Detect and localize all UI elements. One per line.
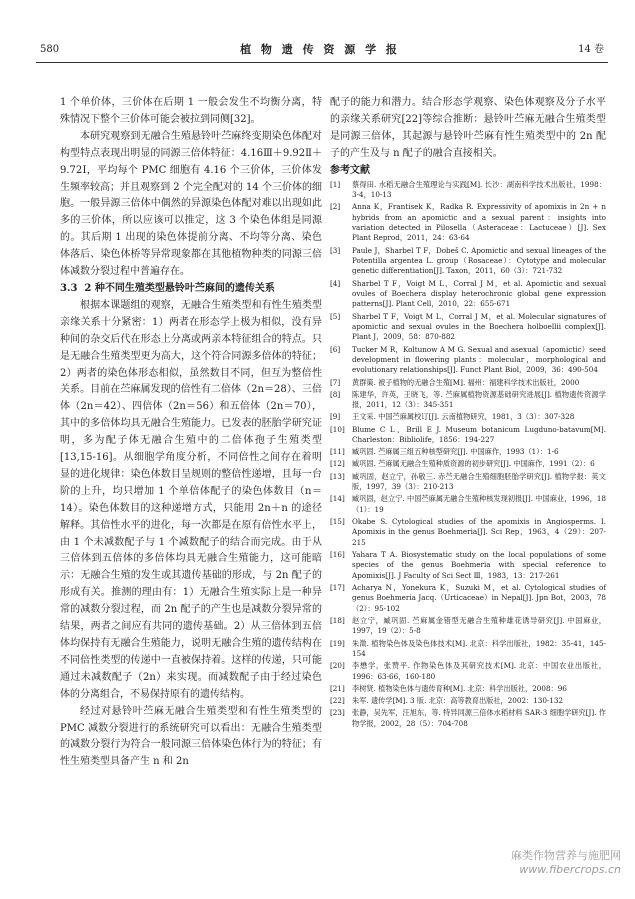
reference-text: Tucker M R，Koltunow A M G. Sexual and asexual（apomictic）seed development in flowering plants：molecular，morphological and evolutionary relationships[J]. Funct Plant Biol，2009，36：490-504 [352, 344, 606, 375]
reference-item [330, 616, 606, 637]
reference-number: [18] [330, 615, 345, 625]
reference-text: Sharbel T F，Voigt M L，Corral J M，et al. Apomictic and sexual ovules of Boechera display heterochronic global gene expression patterns[J]. Plant Cell，2010，22：655-671 [352, 278, 606, 309]
reference-item [330, 202, 606, 244]
left-column [60, 95, 322, 771]
reference-item [330, 472, 606, 493]
reference-text: 臧巩固. 苎麻属无融合生殖种质资源的初步研究[J]. 中国麻作，1991（2）：6 [352, 459, 595, 469]
reference-number: [19] [330, 638, 345, 648]
paragraph-2: 本研究观察到无融合生殖悬铃叶苎麻终变期染色体配对构型特点表现出明显的同源三倍体特征：4.16Ⅲ＋9.92Ⅱ＋9.72Ⅰ，平均每个 PMC 细胞有 4.16 个三价体，三价体发生频率较高；并且观察到 2 个完全配对的 14 个三价体的细胞。一般异源三倍体中偶然的异源染色体配对难以出现如此多的三价体，所以应该可以推定，这 3 个染色体组是同源的。其后期 1 出现的染色体提前分离、不均等分离、染色体落后、染色体桥等异常现象都在其他植物种类的同源三倍体减数分裂过程中普遍存在。 [60, 130, 322, 278]
reference-number: [11] [330, 447, 345, 457]
reference-item [330, 425, 606, 446]
reference-item [330, 312, 606, 343]
reference-text: Yahara T A. Biosystematic study on the local populations of some species of the genus Boehmeria with special reference to Apomixis[J]. J Faculty of Sci Sect Ⅲ，1983，13：217-261 [352, 549, 606, 580]
reference-text: 臧巩固，赵立宁，孙敬三. 赤苎无融合生殖细胞胚胎学研究[J]. 植物学报：英文版，1997，39（3）：210-213 [352, 471, 606, 492]
reference-text: 臧巩固. 苎麻属三组五种核型研究[J]. 中国麻作，1993（1）：1-6 [352, 447, 559, 457]
reference-number: [10] [330, 424, 345, 434]
header-divider [36, 62, 608, 63]
reference-number: [4] [330, 278, 341, 288]
reference-number: [17] [330, 582, 345, 592]
paragraph-3: 根据本课题组的观察，无融合生殖类型和有性生殖类型亲缘关系十分紧密：1）两者在形态学上极为相似，没有异种间的杂交后代在形态上分离或两亲本特征组合的特点。只是无融合生殖类型更为高大，这个符合同源多倍体的特征；2）两者的染色体形态相似，虽然数目不同，但互为整倍性关系。目前在苎麻属发现的倍性有二倍体（2n＝28）、三倍体（2n＝42）、四倍体（2n＝56）和五倍体（2n＝70），其中的多倍体均具无融合生殖能力。已发表的胚胎学研究证明，多为配子体无融合生殖中的二倍体孢子生殖类型[13,15-16]。从细胞学角度分析，不同倍性之间存在着明显的进化规律：染色体数目呈规则的整倍性递增，且每一台阶的上升，均只增加 1 个单倍体配子的染色体数目（n＝14）。染色体数目的这种递增方式，只能用 2n＋n 的途径解释。其倍性水平的进化，每一次都是在原有倍性水平上，由 1 个未减数配子与 1 个减数配子的结合而完成。由于从三倍体到五倍体的多倍体均具无融合生殖能力，这可能暗示：无融合生殖的发生或其遗传基础的形成，与 2n 配子的形成有关。推测的理由有：1）无融合生殖实际上是一种异常的减数分裂过程，而 2n 配子的产生也是减数分裂异常的结果，两者之间应有共同的遗传基础。2）从三倍体到五倍体均保持有无融合生殖能力，说明无融合生殖的遗传结构在不同倍性类型的传递中一直被保持着。这样的传递，只可能通过未减数配子（2n）来实现。而减数配子由于经过染色体的分离组合，不易保持原有的遗传结构。 [60, 299, 322, 700]
reference-item [330, 180, 606, 201]
reference-text: 朱澂. 植物染色体及染色体技术[M]. 北京：科学出版社，1982：35-41，145-154 [352, 638, 606, 658]
volume-label: 14 卷 [578, 44, 604, 55]
reference-text: 张静，吴先军，汪旭东，等. 特异同源三倍体水稻材料 SAR-3 细胞学研究[J]. 作物学报，2002，28（5）：704-708 [352, 708, 606, 728]
reference-item [330, 412, 606, 422]
watermark-url: www.fibercrops.cn [519, 863, 621, 876]
reference-number: [20] [330, 661, 345, 671]
reference-item [330, 550, 606, 581]
reference-text: 黄群策. 被子植物的无融合生殖[M]. 福州：福建科学技术出版社，2000 [352, 377, 580, 387]
reference-number: [21] [330, 683, 345, 693]
watermark-site-name: 麻类作物营养与施肥网 [511, 849, 621, 862]
reference-text: 臧巩固，赵立宁. 中国苎麻属无融合生殖种核发现初报[J]. 中国麻业，1996，18（1）：19 [352, 494, 606, 514]
reference-item [330, 708, 606, 729]
reference-number: [12] [330, 459, 345, 469]
paragraph-4: 经过对悬铃叶苎麻无融合生殖类型和有性生殖类型的 PMC 减数分裂进行的系统研究可以看出：无融合生殖类型的减数分裂行为符合一般同源三倍体染色体行为的特征；有性生殖类型具备产生 n 和 2n [60, 705, 322, 768]
reference-item [330, 639, 606, 660]
page-number: 580 [40, 44, 60, 55]
reference-text: 朱军. 遗传学[M]. 3 版. 北京：高等教育出版社，2002：130-132 [352, 695, 564, 705]
reference-text: 李懋学，张赞平. 作物染色体及其研究技术[M]. 北京：中国农业出版社，1996：63-66，160-180 [352, 661, 606, 681]
reference-item [330, 390, 606, 411]
reference-text: Blume C L，Brill E J. Museum botanicum Lugduno-batavum[M]. Charleston：Bibliolife，1856：194-227 [352, 424, 606, 445]
right-column [330, 95, 606, 731]
reference-number: [1] [330, 179, 341, 189]
reference-number: [5] [330, 311, 341, 321]
reference-number: [23] [330, 708, 345, 718]
reference-list [330, 180, 606, 729]
reference-text: 王文采. 中国苎麻属校订[J]. 云南植物研究，1981，3（3）：307-328 [352, 412, 575, 422]
reference-text: Anna K，Frantisek K，Radka R. Expressivity of apomixis in 2n + n hybrids from an apomictic and a sexual parent：insights into variation detected in Pilosella（Asteraceae：Lactuceae）[J]. Sex Plant Reprod，2011，24：63-64 [352, 202, 606, 243]
reference-number: [7] [330, 377, 341, 387]
reference-item [330, 345, 606, 376]
section-number: 3.3 [60, 282, 78, 294]
reference-number: [15] [330, 516, 345, 526]
reference-text: Sharbel T F，Voigt M L，Corral J M，et al. Molecular signatures of apomictic and sexual ovules in the Boechera holboellii complex[J]. Plant J，2009，58：870-882 [352, 311, 606, 342]
reference-item [330, 447, 606, 457]
reference-number: [16] [330, 549, 345, 559]
section-heading [60, 281, 322, 298]
reference-item [330, 583, 606, 614]
references-heading: 参考文献 [330, 164, 370, 176]
reference-number: [13] [330, 471, 345, 481]
reference-number: [8] [330, 389, 341, 399]
reference-number: [9] [330, 412, 341, 422]
reference-number: [22] [330, 695, 345, 705]
reference-number: [14] [330, 494, 345, 504]
reference-text: 李树贤. 植物染色体与遗传育种[M]. 北京：科学出版社，2008：96 [352, 683, 567, 693]
paragraph-5: 配子的能力和潜力。结合形态学观察、染色体观察及分子水平的亲缘关系研究[22]等综合推断：悬铃叶苎麻无融合生殖类型是同源三倍体，其起源与悬铃叶苎麻有性生殖类型中的 2n 配子的产生及与 n 配子的融合直接相关。 [330, 97, 606, 159]
reference-item [330, 246, 606, 277]
reference-item [330, 661, 606, 682]
reference-text: Acharya N，Yonekura K，Suzuki M，et al. Cytological studies of genus Boehmeria Jacq.（Urticaceae）in Nepal[J]. Jpn Bot，2003，78（2）：95-102 [352, 582, 606, 613]
reference-item [330, 494, 606, 515]
reference-item [330, 378, 606, 388]
reference-number: [2] [330, 202, 341, 212]
journal-title: 植 物 遗 传 资 源 学 报 [240, 43, 400, 56]
reference-text: Okabe S. Cytological studies of the apomixis in Angiosperms. I. Apomixis in the genus Boehmeria[J]. Sci Rep，1963，4（29）：207-215 [352, 516, 606, 547]
section-title: 2 种不同生殖类型悬铃叶苎麻间的遗传关系 [84, 282, 275, 294]
reference-item [330, 684, 606, 694]
reference-item [330, 459, 606, 469]
reference-number: [3] [330, 245, 341, 255]
watermark [511, 849, 621, 877]
reference-number: [6] [330, 344, 341, 354]
reference-text: 陈建华，许英，王晓飞，等. 苎麻属植物资源基础研究进展[J]. 植物遗传资源学报，2011，12（3）：345-351 [352, 389, 606, 410]
reference-text: 赵立宁，臧巩固. 苎麻属金错型无融合生殖种雄花诱导研究[J]. 中国麻业，1997，19（2）：5-8 [352, 615, 606, 636]
reference-item [330, 696, 606, 706]
reference-text: Paule J，Sharbel T F，Dobeš C. Apomictic and sexual lineages of the Potentilla argentea L. group（Rosaceae）：Cytotype and molecular genetic differentiation[J]. Taxon，2011，60（3）：721-732 [352, 245, 606, 276]
reference-item [330, 517, 606, 548]
page-header [36, 40, 604, 60]
paragraph-1: 1 个单价体，三价体在后期 1 一般会发生不均衡分离，特殊情况下整个三价体可能会被拉到同侧[32]。 [60, 97, 322, 125]
reference-text: 蔡得田. 水稻无融合生殖理论与实践[M]. 长沙：湖南科学技术出版社，1998：3-4，10-13 [352, 179, 606, 199]
reference-item [330, 279, 606, 310]
